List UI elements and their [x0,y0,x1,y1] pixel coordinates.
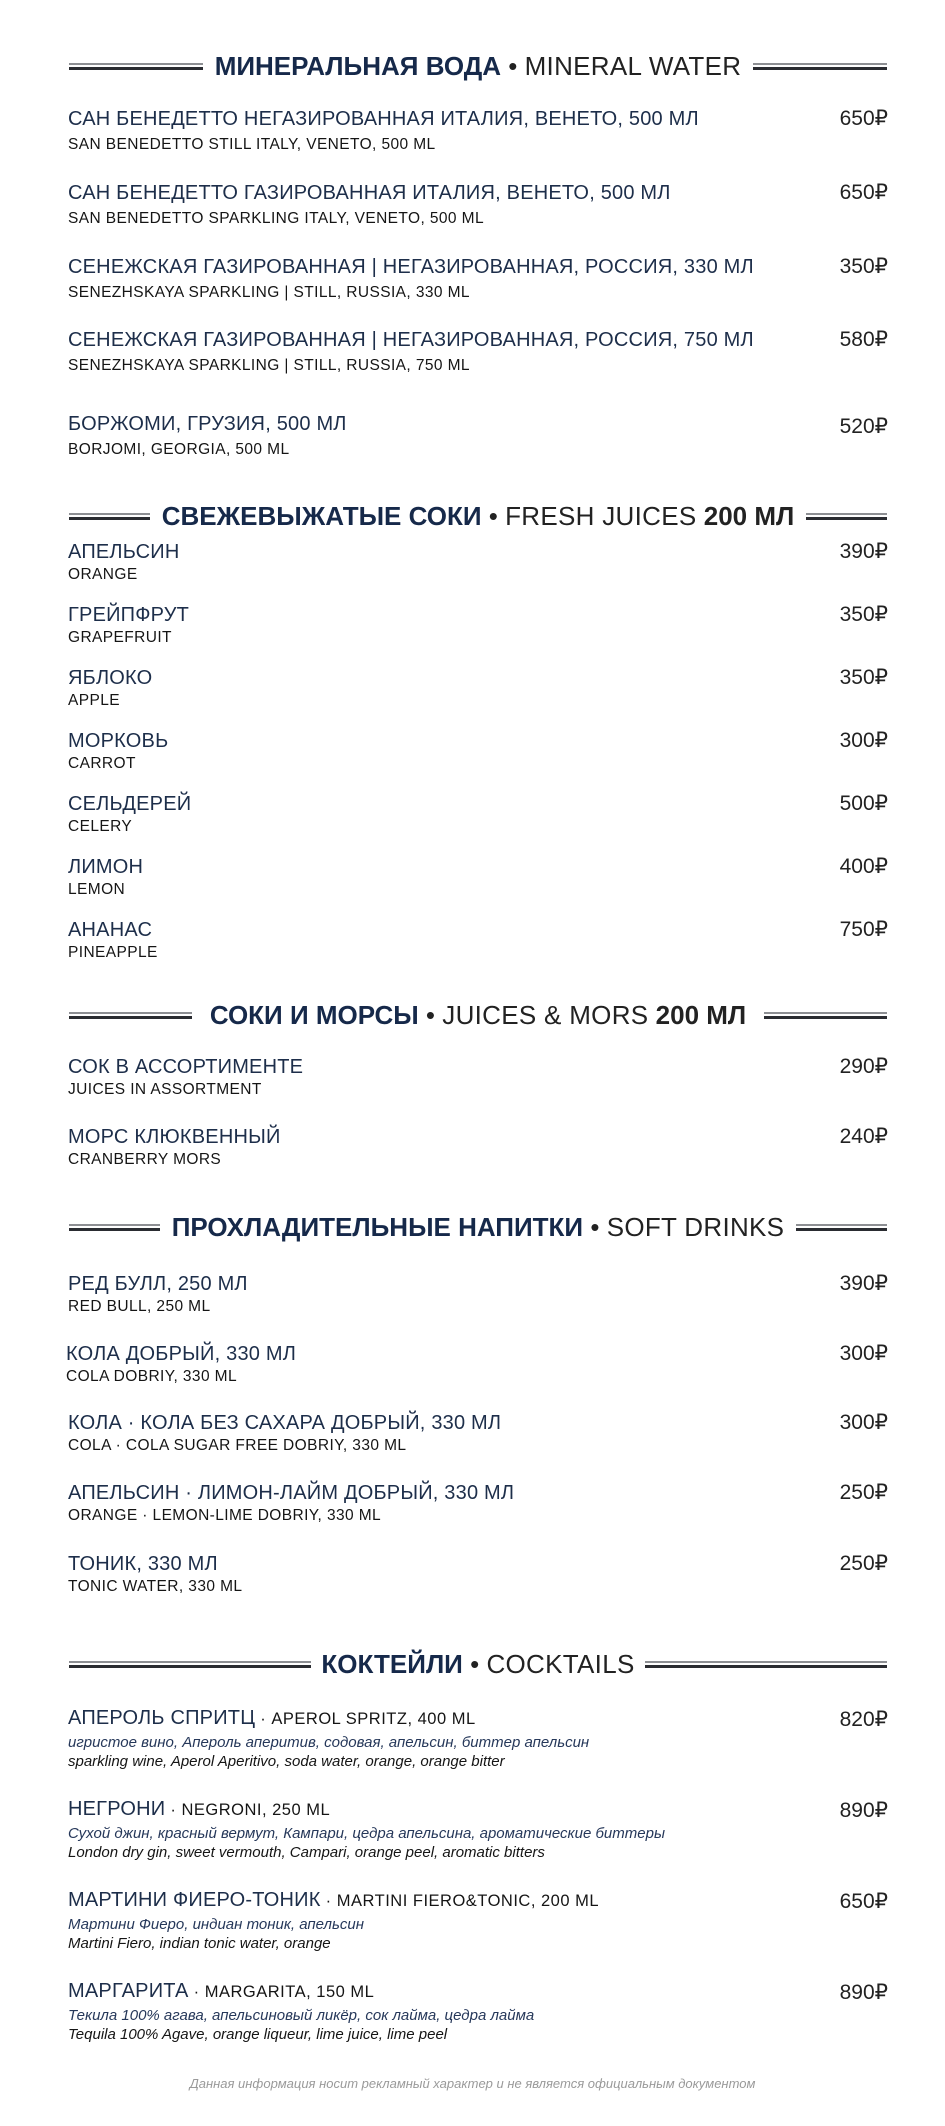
section-volume: 200 МЛ [655,1000,747,1030]
item-name-en: BORJOMI, GEORGIA, 500 ML [68,441,290,458]
item-price: 390₽ [839,1272,888,1295]
menu-item [68,792,888,837]
item-price: 400₽ [839,855,888,878]
item-price: 650₽ [839,1890,888,1913]
section-title [203,50,754,82]
item-name-en: PINEAPPLE [68,944,158,961]
menu-item [68,603,888,648]
menu-item [68,1055,888,1100]
section-title [192,999,764,1031]
item-name-ru: СОК В АССОРТИМЕНТЕ [68,1056,304,1078]
item-price: 300₽ [839,1411,888,1434]
item-name-en: LEMON [68,881,126,898]
bullet-separator: • [425,1000,436,1030]
section-title [150,500,807,532]
item-price: 750₽ [839,918,888,941]
item-name-ru: РЕД БУЛЛ, 250 МЛ [68,1273,248,1295]
item-price: 500₽ [839,792,888,815]
item-name-en: · APEROL SPRITZ, 400 ML [255,1710,476,1728]
item-name-en: CARROT [68,755,136,772]
item-price: 300₽ [839,1342,888,1365]
item-name-ru: МАРГАРИТА [68,1980,189,2002]
double-rule-left [69,1012,192,1019]
item-description-en: sparkling wine, Aperol Aperitivo, soda water, orange, orange bitter [68,1753,505,1770]
item-name-ru: СЕЛЬДЕРЕЙ [68,793,192,815]
item-name-en: RED BULL, 250 ML [68,1298,211,1315]
menu-item [68,412,888,460]
item-name-en: SENEZHSKAYA SPARKLING | STILL, RUSSIA, 750 ML [68,357,470,374]
section-title-en: JUICES & MORS [442,1000,649,1030]
section-heading-mineral-water [69,50,887,82]
section-title-ru: СОКИ И МОРСЫ [209,1000,419,1030]
item-name-en: SAN BENEDETTO SPARKLING ITALY, VENETO, 500 ML [68,210,484,227]
bullet-separator: • [508,51,518,81]
item-name-en: ORANGE [68,566,138,583]
section-heading-soft-drinks [69,1211,887,1243]
menu-item [68,1552,888,1597]
item-price: 390₽ [839,540,888,563]
item-price: 300₽ [839,729,888,752]
menu-item [68,855,888,900]
item-description-en: Tequila 100% Agave, orange liqueur, lime juice, lime peel [68,2026,448,2043]
item-description-en: London dry gin, sweet vermouth, Campari, orange peel, aromatic bitters [68,1844,545,1861]
section-title-en: SOFT DRINKS [606,1212,785,1242]
item-name-en: GRAPEFRUIT [68,629,172,646]
item-name-en: · NEGRONI, 250 ML [165,1801,331,1819]
menu-item [68,255,888,303]
item-name-en: · MARGARITA, 150 ML [188,1983,375,2001]
menu-item [68,107,888,155]
cocktail-item [68,1979,888,2044]
item-name [68,1888,888,1913]
item-name [68,1797,888,1822]
item-name-ru: АПЕРОЛЬ СПРИТЦ [68,1707,256,1729]
section-title-ru: СВЕЖЕВЫЖАТЫЕ СОКИ [161,501,482,531]
section-title [311,1648,644,1680]
item-description-en: Martini Fiero, indian tonic water, orange [68,1935,331,1952]
item-name-en: · MARTINI FIERO&TONIC, 200 ML [320,1892,600,1910]
section-title-en: COCKTAILS [486,1649,635,1679]
item-price: 240₽ [839,1125,888,1148]
item-name-ru: ГРЕЙПФРУТ [68,604,190,626]
double-rule-left [69,63,203,70]
section-volume: 200 МЛ [703,501,795,531]
item-name-ru: КОЛА · КОЛА БЕЗ САХАРА ДОБРЫЙ, 330 МЛ [68,1412,502,1434]
bullet-separator: • [590,1212,600,1242]
menu-item [68,1125,888,1170]
item-name-en: TONIC WATER, 330 ML [68,1578,243,1595]
double-rule-right [764,1012,887,1019]
item-price: 350₽ [839,255,888,278]
item-description-ru: игристое вино, Апероль аперитив, содовая, апельсин, биттер апельсин [68,1734,590,1751]
item-name-ru: СЕНЕЖСКАЯ ГАЗИРОВАННАЯ | НЕГАЗИРОВАННАЯ, РОССИЯ, 750 МЛ [68,329,754,351]
disclaimer-footer: Данная информация носит рекламный характер и не является официальным документом [189,2076,756,2091]
item-price: 250₽ [839,1552,888,1575]
section-title-ru: ПРОХЛАДИТЕЛЬНЫЕ НАПИТКИ [171,1212,584,1242]
item-name-en: SAN BENEDETTO STILL ITALY, VENETO, 500 ML [68,136,436,153]
cocktail-item [68,1706,888,1771]
item-name-ru: ЯБЛОКО [68,667,153,689]
menu-item [68,666,888,711]
item-name-ru: СЕНЕЖСКАЯ ГАЗИРОВАННАЯ | НЕГАЗИРОВАННАЯ, РОССИЯ, 330 МЛ [68,256,754,278]
item-description-ru: Мартини Фиеро, индиан тоник, апельсин [68,1916,364,1933]
double-rule-right [753,63,887,70]
section-title [160,1211,797,1243]
double-rule-right [806,513,887,520]
item-name-ru: САН БЕНЕДЕТТО НЕГАЗИРОВАННАЯ ИТАЛИЯ, ВЕНЕТО, 500 МЛ [68,108,699,130]
item-name-en: JUICES IN ASSORTMENT [68,1081,262,1098]
item-price: 820₽ [839,1708,888,1731]
item-name-ru: МОРС КЛЮКВЕННЫЙ [68,1126,281,1148]
double-rule-right [645,1661,887,1668]
section-heading-juices-mors [69,999,887,1031]
cocktail-item [68,1797,888,1862]
item-name-en: COLA · COLA SUGAR FREE DOBRIY, 330 ML [68,1437,407,1454]
section-title-en: FRESH JUICES [505,501,697,531]
item-price: 520₽ [839,415,888,438]
menu-item [68,1481,888,1526]
item-price: 650₽ [839,181,888,204]
item-name-en: APPLE [68,692,120,709]
item-description-ru: Сухой джин, красный вермут, Кампари, цедра апельсина, ароматические биттеры [68,1825,665,1842]
item-price: 890₽ [839,1799,888,1822]
item-name-ru: МОРКОВЬ [68,730,169,752]
section-title-ru: КОКТЕЙЛИ [321,1649,463,1679]
double-rule-left [69,513,150,520]
menu-item [68,1272,888,1317]
menu-item [68,729,888,774]
item-name-en: CELERY [68,818,133,835]
double-rule-left [69,1661,311,1668]
item-price: 290₽ [839,1055,888,1078]
item-name-ru: АПЕЛЬСИН · ЛИМОН-ЛАЙМ ДОБРЫЙ, 330 МЛ [68,1482,515,1504]
item-name-ru: САН БЕНЕДЕТТО ГАЗИРОВАННАЯ ИТАЛИЯ, ВЕНЕТО, 500 МЛ [68,182,671,204]
item-name-en: CRANBERRY MORS [68,1151,222,1168]
menu-item [66,1342,888,1387]
item-price: 650₽ [839,107,888,130]
cocktail-item [68,1888,888,1953]
item-name-en: ORANGE · LEMON-LIME DOBRIY, 330 ML [68,1507,382,1524]
item-name-ru: ЛИМОН [68,856,144,878]
item-name [68,1706,888,1731]
item-name-ru: АПЕЛЬСИН [68,541,180,563]
item-description-ru: Текила 100% агава, апельсиновый ликёр, сок лайма, цедра лайма [68,2007,535,2024]
menu-item [68,918,888,963]
item-name [68,1979,888,2004]
menu-item [68,328,888,376]
section-title-ru: МИНЕРАЛЬНАЯ ВОДА [214,51,502,81]
item-name-ru: АНАНАС [68,919,153,941]
item-name-en: COLA DOBRIY, 330 ML [66,1368,238,1385]
menu-item [68,540,888,585]
item-name-ru: КОЛА ДОБРЫЙ, 330 МЛ [66,1343,297,1365]
bullet-separator: • [488,501,498,531]
item-name-ru: МАРТИНИ ФИЕРО-ТОНИК [68,1889,321,1911]
item-price: 350₽ [839,666,888,689]
double-rule-left [69,1224,160,1231]
section-title-en: MINERAL WATER [524,51,742,81]
section-heading-cocktails [69,1648,887,1680]
double-rule-right [796,1224,887,1231]
menu-item [68,1411,888,1456]
item-name-ru: БОРЖОМИ, ГРУЗИЯ, 500 МЛ [68,413,347,435]
menu-item [68,181,888,229]
item-price: 350₽ [839,603,888,626]
item-name-ru: ТОНИК, 330 МЛ [68,1553,218,1575]
item-name-ru: НЕГРОНИ [68,1798,166,1820]
item-price: 890₽ [839,1981,888,2004]
bullet-separator: • [470,1649,480,1679]
item-name-en: SENEZHSKAYA SPARKLING | STILL, RUSSIA, 330 ML [68,284,470,301]
section-heading-fresh-juices [69,500,887,532]
item-price: 580₽ [839,328,888,351]
item-price: 250₽ [839,1481,888,1504]
